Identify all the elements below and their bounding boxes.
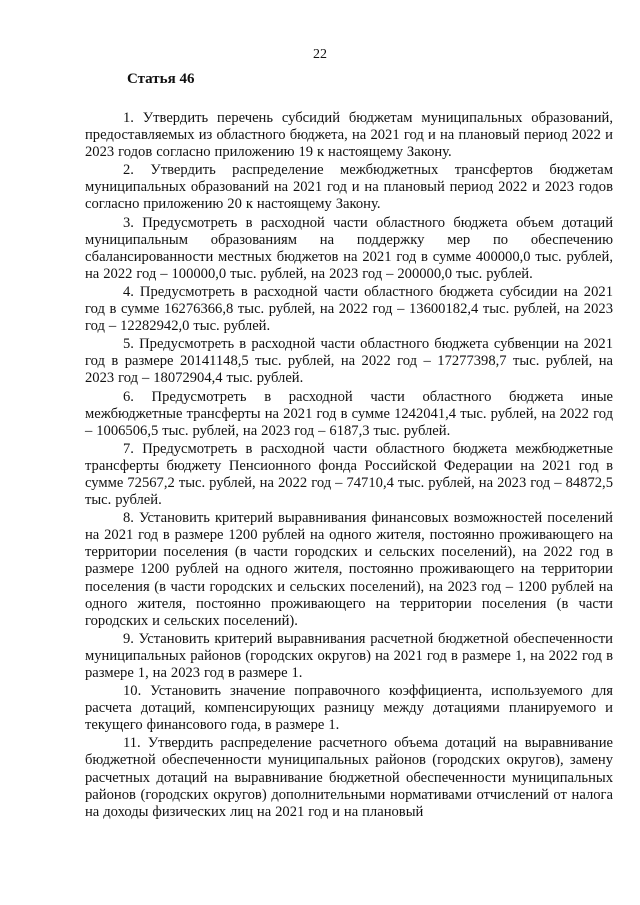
paragraph-4: 4. Предусмотреть в расходной части областного бюджета субсидии на 2021 год в сумме 16276366,8 тыс. рублей, на 2022 год – 13600182,4 тыс. рублей, на 2023 год – 12282942,0 тыс. рублей. — [85, 283, 613, 335]
paragraph-8: 8. Установить критерий выравнивания финансовых возможностей поселений на 2021 год в размере 1200 рублей на одного жителя, постоянно проживающего на территории поселения (в части городских и сельских поселений), на 2022 год в размере 1200 рублей на одного жителя, постоянно проживающего на территории поселения (в части городских и сельских поселений), на 2023 год – 1200 рублей на одного жителя, постоянно проживающего на территории поселения (в части городских и сельских поселений). — [85, 510, 613, 629]
paragraph-6: 6. Предусмотреть в расходной части областного бюджета иные межбюджетные трансферты на 2021 год в сумме 1242041,4 тыс. рублей, на 2022 год – 1006506,5 тыс. рублей, на 2023 год – 6187,3 тыс. рублей. — [85, 388, 613, 439]
paragraph-9: 9. Установить критерий выравнивания расчетной бюджетной обеспеченности муниципальных районов (городских округов) на 2021 год в размере 1, на 2022 год в размере 1, на 2023 год в размере 1. — [85, 630, 613, 681]
page-number: 22 — [313, 47, 327, 62]
article-body — [85, 110, 613, 821]
article-title: Статья 46 — [127, 71, 195, 87]
paragraph-3: 3. Предусмотреть в расходной части областного бюджета объем дотаций муниципальным образованиям на поддержку мер по обеспечению сбалансированности местных бюджетов на 2021 год в сумме 400000,0 тыс. рублей, на 2022 год – 100000,0 тыс. рублей, на 2023 год – 200000,0 тыс. рублей. — [85, 214, 613, 282]
paragraph-7: 7. Предусмотреть в расходной части областного бюджета межбюджетные трансферты бюджету Пенсионного фонда Российской Федерации на 2021 год в сумме 72567,2 тыс. рублей, на 2022 год – 74710,4 тыс. рублей, на 2023 год – 84872,5 тыс. рублей. — [85, 440, 613, 509]
paragraph-10: 10. Установить значение поправочного коэффициента, используемого для расчета дотаций, компенсирующих разницу между дотациями планируемого и текущего финансового года, в размере 1. — [85, 683, 613, 734]
paragraph-1: 1. Утвердить перечень субсидий бюджетам муниципальных образований, предоставляемых из областного бюджета, на 2021 год и на плановый период 2022 и 2023 годов согласно приложению 19 к настоящему Закону. — [85, 110, 613, 161]
paragraph-11: 11. Утвердить распределение расчетного объема дотаций на выравнивание бюджетной обеспеченности муниципальных районов (городских округов), замену расчетных дотаций на выравнивание бюджетной обеспеченности муниципальных районов (городских округов) дополнительными нормативами отчислений от налога на доходы физических лиц на 2021 год и на плановый — [85, 735, 613, 820]
paragraph-2: 2. Утвердить распределение межбюджетных трансфертов бюджетам муниципальных образований на 2021 год и на плановый период 2022 и 2023 годов согласно приложению 20 к настоящему Закону. — [85, 162, 613, 213]
paragraph-5: 5. Предусмотреть в расходной части областного бюджета субвенции на 2021 год в размере 20141148,5 тыс. рублей, на 2022 год – 17277398,7 тыс. рублей, на 2023 год – 18072904,4 тыс. рублей. — [85, 336, 613, 387]
